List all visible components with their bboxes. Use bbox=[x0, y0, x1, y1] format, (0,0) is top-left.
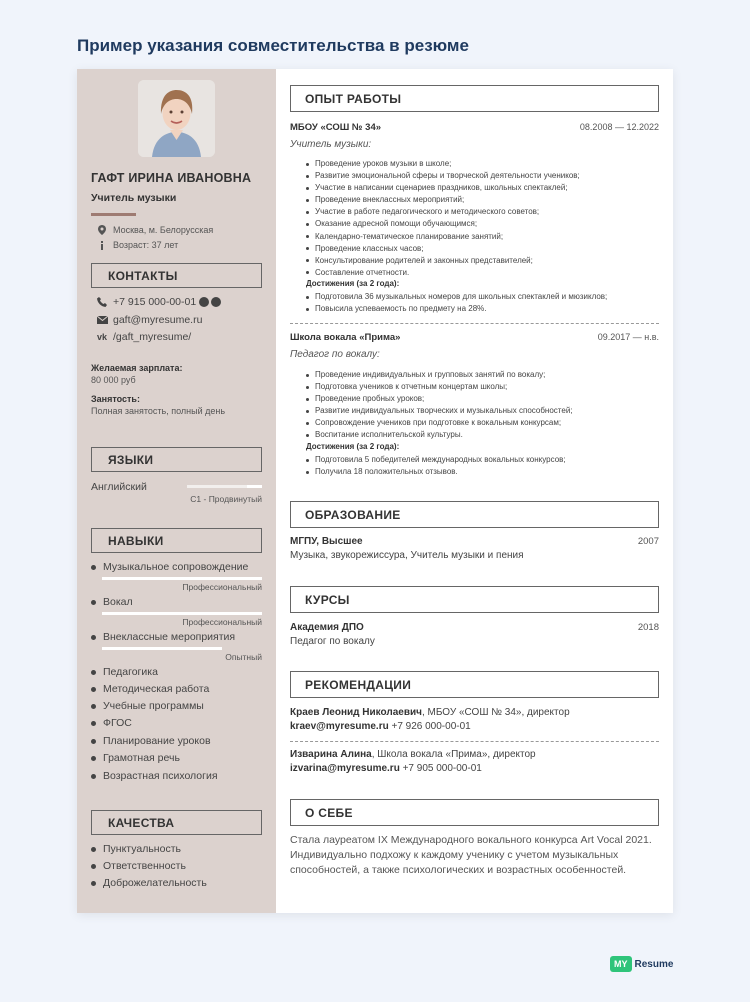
achievement-item: Получила 18 положительных отзывов. bbox=[306, 466, 656, 478]
bullet-icon bbox=[91, 565, 96, 570]
quality-item: Ответственность bbox=[91, 860, 186, 872]
recommender-phone: +7 905 000-00-01 bbox=[399, 763, 482, 774]
accent-divider bbox=[91, 213, 136, 216]
qualities-heading: КАЧЕСТВА bbox=[91, 810, 262, 835]
age-text: Возраст: 37 лет bbox=[113, 240, 179, 250]
whatsapp-icon[interactable] bbox=[199, 297, 209, 307]
recommender-phone: +7 926 000-00-01 bbox=[388, 721, 471, 732]
duty-item: Сопровождение учеников при подготовке к вокальным конкурсам; bbox=[306, 417, 656, 429]
skill-level: Профессиональный bbox=[182, 617, 262, 627]
recommender-contact bbox=[290, 763, 482, 774]
recommendation-divider bbox=[290, 741, 659, 742]
mail-icon bbox=[91, 316, 113, 324]
job-dates: 08.2008 — 12.2022 bbox=[579, 122, 659, 132]
contacts-heading: КОНТАКТЫ bbox=[91, 263, 262, 288]
language-level: C1 - Продвинутый bbox=[190, 494, 262, 504]
vk-row bbox=[91, 331, 191, 343]
experience-heading: ОПЫТ РАБОТЫ bbox=[290, 85, 659, 112]
duty-item: Проведение уроков музыки в школе; bbox=[306, 158, 656, 170]
recommender-name: Краев Леонид Николаевич bbox=[290, 707, 422, 718]
course-desc: Педагог по вокалу bbox=[290, 636, 375, 647]
page-title: Пример указания совместительства в резюме bbox=[77, 36, 469, 55]
education-desc: Музыка, звукорежиссура, Учитель музыки и пения bbox=[290, 550, 524, 561]
job-role: Учитель музыки: bbox=[290, 139, 372, 150]
skill-name: Вокал bbox=[103, 596, 133, 608]
achievements-title: Достижения (за 2 года): bbox=[306, 442, 400, 451]
skill-item bbox=[91, 631, 235, 643]
bullet-icon bbox=[91, 687, 96, 692]
skills-heading: НАВЫКИ bbox=[91, 528, 262, 553]
employment-label: Занятость: bbox=[91, 394, 140, 404]
job-dates: 09.2017 — н.в. bbox=[597, 332, 659, 342]
duty-item: Развитие индивидуальных творческих и музыкальных способностей; bbox=[306, 405, 656, 417]
achievement-item: Подготовила 36 музыкальных номеров для школьных спектаклей и мюзиклов; bbox=[306, 291, 656, 303]
location-row bbox=[91, 225, 213, 235]
achievements-list bbox=[306, 454, 656, 478]
duty-item: Составление отчетности. bbox=[306, 267, 656, 279]
education-heading: ОБРАЗОВАНИЕ bbox=[290, 501, 659, 528]
skill-level: Опытный bbox=[225, 652, 262, 662]
age-row bbox=[91, 240, 178, 250]
duty-item: Проведение классных часов; bbox=[306, 243, 656, 255]
achievement-item: Подготовила 5 победителей международных вокальных конкурсов; bbox=[306, 454, 656, 466]
course-org: Академия ДПО bbox=[290, 622, 364, 633]
bullet-icon bbox=[91, 635, 96, 640]
recommender-name: Изварина Алина bbox=[290, 749, 372, 760]
vk-text[interactable]: /gaft_myresume/ bbox=[113, 331, 192, 343]
myresume-logo[interactable] bbox=[610, 956, 673, 972]
skill-name: Внеклассные мероприятия bbox=[103, 631, 236, 643]
duty-item: Оказание адресной помощи обучающимся; bbox=[306, 218, 656, 230]
job-duties-list bbox=[306, 369, 656, 442]
job-org: Школа вокала «Прима» bbox=[290, 332, 401, 343]
courses-heading: КУРСЫ bbox=[290, 586, 659, 613]
logo-badge: MY bbox=[610, 956, 632, 972]
bullet-icon bbox=[91, 739, 96, 744]
skill-level-bar bbox=[102, 647, 222, 650]
skill-item: ФГОС bbox=[91, 717, 132, 729]
skill-item: Учебные программы bbox=[91, 700, 204, 712]
location-pin-icon bbox=[91, 225, 113, 235]
skill-item: Грамотная речь bbox=[91, 752, 180, 764]
quality-item: Пунктуальность bbox=[91, 843, 181, 855]
languages-heading: ЯЗЫКИ bbox=[91, 447, 262, 472]
skill-item: Планирование уроков bbox=[91, 735, 211, 747]
job-position: Учитель музыки bbox=[91, 192, 177, 204]
full-name: ГАФТ ИРИНА ИВАНОВНА bbox=[91, 171, 252, 185]
logo-text: Resume bbox=[634, 958, 674, 970]
skill-name: Музыкальное сопровождение bbox=[103, 561, 249, 573]
bullet-icon bbox=[91, 881, 96, 886]
achievements-title: Достижения (за 2 года): bbox=[306, 279, 400, 288]
location-text: Москва, м. Белорусская bbox=[113, 225, 214, 235]
duty-item: Проведение внеклассных мероприятий; bbox=[306, 194, 656, 206]
duty-item: Консультирование родителей и законных представителей; bbox=[306, 255, 656, 267]
employment-value: Полная занятость, полный день bbox=[91, 406, 226, 416]
resume-document bbox=[77, 69, 673, 913]
duty-item: Развитие эмоциональной сферы и творческой деятельности учеников; bbox=[306, 170, 656, 182]
email-row bbox=[91, 314, 202, 326]
job-divider bbox=[290, 323, 659, 324]
telegram-icon[interactable] bbox=[211, 297, 221, 307]
resume-main bbox=[276, 69, 673, 913]
info-icon bbox=[91, 241, 113, 250]
education-year: 2007 bbox=[637, 536, 659, 547]
phone-text[interactable]: +7 915 000-00-01 bbox=[113, 296, 197, 308]
resume-sidebar bbox=[77, 69, 276, 913]
recommender-detail: , МБОУ «СОШ № 34», директор bbox=[421, 707, 570, 718]
skill-item: Педагогика bbox=[91, 666, 158, 678]
duty-item: Участие в работе педагогического и методического советов; bbox=[306, 206, 656, 218]
profile-photo bbox=[138, 80, 215, 157]
quality-item: Доброжелательность bbox=[91, 877, 207, 889]
about-heading: О СЕБЕ bbox=[290, 799, 659, 826]
bullet-icon bbox=[91, 774, 96, 779]
achievement-item: Повысила успеваемость по предмету на 28%. bbox=[306, 303, 656, 315]
duty-item: Календарно-тематическое планирование занятий; bbox=[306, 231, 656, 243]
skill-item: Возрастная психология bbox=[91, 770, 218, 782]
language-name: Английский bbox=[91, 481, 147, 493]
bullet-icon bbox=[91, 600, 96, 605]
bullet-icon bbox=[91, 704, 96, 709]
job-duties-list bbox=[306, 158, 656, 279]
vk-icon: vk bbox=[96, 332, 107, 342]
duty-item: Воспитание исполнительской культуры. bbox=[306, 429, 656, 441]
duty-item: Участие в написании сценариев праздников, школьных спектаклей; bbox=[306, 182, 656, 194]
email-text[interactable]: gaft@myresume.ru bbox=[113, 314, 203, 326]
duty-item: Проведение индивидуальных и групповых занятий по вокалу; bbox=[306, 369, 656, 381]
bullet-icon bbox=[91, 721, 96, 726]
skill-item: Методическая работа bbox=[91, 683, 209, 695]
skill-level-bar bbox=[102, 612, 262, 615]
job-org: МБОУ «СОШ № 34» bbox=[290, 122, 382, 133]
duty-item: Проведение пробных уроков; bbox=[306, 393, 656, 405]
language-level-bar bbox=[187, 485, 262, 488]
recommendations-heading: РЕКОМЕНДАЦИИ bbox=[290, 671, 659, 698]
recommender-detail: , Школа вокала «Прима», директор bbox=[371, 749, 536, 760]
salary-label: Желаемая зарплата: bbox=[91, 363, 183, 373]
salary-value: 80 000 руб bbox=[91, 375, 136, 385]
skill-item bbox=[91, 596, 133, 608]
recommender-email[interactable]: kraev@myresume.ru bbox=[290, 721, 389, 732]
language-level-fill bbox=[187, 485, 247, 488]
recommender-line bbox=[290, 707, 570, 718]
phone-row bbox=[91, 296, 221, 308]
phone-icon bbox=[91, 297, 113, 307]
recommender-email[interactable]: izvarina@myresume.ru bbox=[290, 763, 400, 774]
about-text: Стала лауреатом IX Международного вокального конкурса Art Vocal 2021. Индивидуально подхожу к каждому ученику с учетом музыкальных способностей, а также психологических и возрастных особенностей. bbox=[290, 834, 652, 876]
bullet-icon bbox=[91, 670, 96, 675]
achievements-list bbox=[306, 291, 656, 315]
bullet-icon bbox=[91, 864, 96, 869]
skill-level-bar bbox=[102, 577, 262, 580]
job-role: Педагог по вокалу: bbox=[290, 349, 380, 360]
recommender-contact bbox=[290, 721, 471, 732]
duty-item: Подготовка учеников к отчетным концертам школы; bbox=[306, 381, 656, 393]
bullet-icon bbox=[91, 847, 96, 852]
course-year: 2018 bbox=[637, 622, 659, 633]
recommender-line bbox=[290, 749, 536, 760]
skill-level: Профессиональный bbox=[182, 582, 262, 592]
education-org: МГПУ, Высшее bbox=[290, 536, 363, 547]
skill-item bbox=[91, 561, 248, 573]
bullet-icon bbox=[91, 756, 96, 761]
